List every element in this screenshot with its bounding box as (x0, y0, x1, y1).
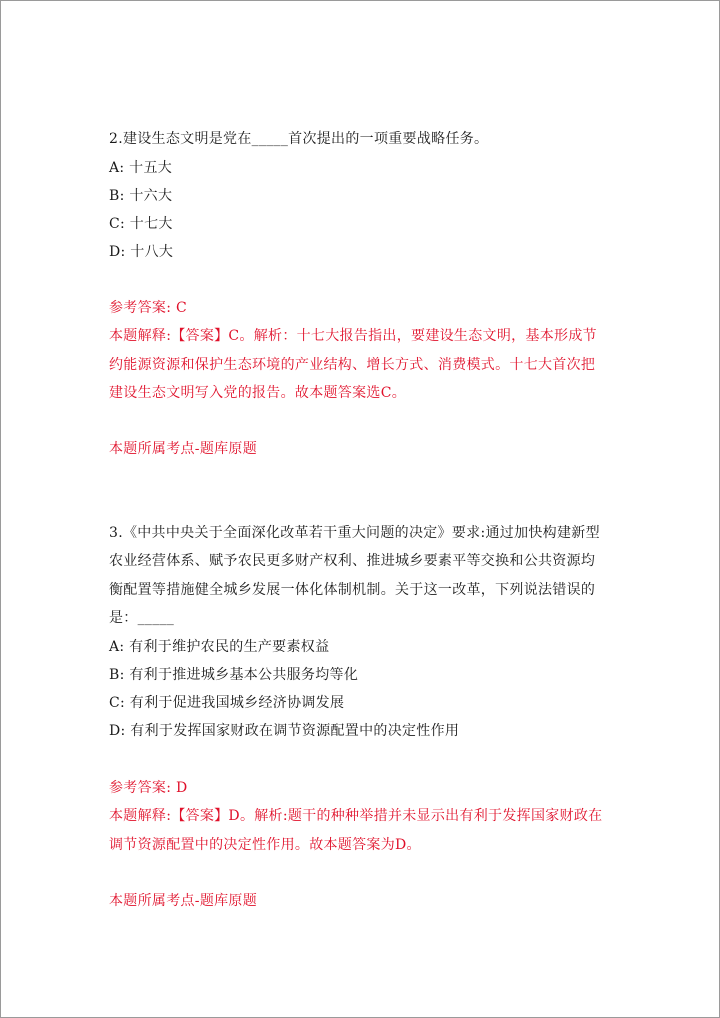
question-2-stem: 2.建设生态文明是党在_____首次提出的一项重要战略任务。 (109, 131, 489, 147)
question-2-explanation-line: 本题解释:【答案】C。解析：十七大报告指出，要建设生态文明，基本形成节 (109, 328, 597, 344)
question-3-stem-line: 衡配置等措施健全城乡发展一体化体制机制。关于这一改革，下列说法错误的 (109, 582, 596, 598)
question-2-option-a: A: 十五大 (109, 160, 173, 176)
question-2-option-c: C: 十七大 (109, 216, 173, 232)
question-2-explanation-line: 建设生态文明写入党的报告。故本题答案选C。 (109, 385, 407, 401)
question-3-explanation-line: 调节资源配置中的决定性作用。故本题答案为D。 (109, 837, 421, 853)
question-3-option-d: D: 有利于发挥国家财政在调节资源配置中的决定性作用 (109, 723, 460, 739)
question-3-option-b: B: 有利于推进城乡基本公共服务均等化 (109, 667, 359, 683)
question-3-answer: 参考答案: D (109, 780, 188, 796)
question-3-stem-line: 是：_____ (109, 610, 175, 626)
question-3-option-a: A: 有利于维护农民的生产要素权益 (109, 639, 330, 655)
question-2-answer: 参考答案: C (109, 300, 187, 316)
question-2-topic: 本题所属考点-题库原题 (109, 441, 258, 457)
question-3-topic: 本题所属考点-题库原题 (109, 893, 258, 909)
question-3-option-c: C: 有利于促进我国城乡经济协调发展 (109, 695, 345, 711)
question-2-explanation-line: 约能源资源和保护生态环境的产业结构、增长方式、消费模式。十七大首次把 (109, 357, 596, 373)
question-3-explanation-line: 本题解释:【答案】D。解析:题干的种种举措并未显示出有利于发挥国家财政在 (109, 808, 603, 824)
question-3-stem-line: 农业经营体系、赋予农民更多财产权利、推进城乡要素平等交换和公共资源均 (109, 553, 596, 569)
question-2-option-d: D: 十八大 (109, 244, 174, 260)
question-3-stem-line: 3.《中共中央关于全面深化改革若干重大问题的决定》要求:通过加快构建新型 (109, 525, 600, 541)
question-2-option-b: B: 十六大 (109, 188, 173, 204)
